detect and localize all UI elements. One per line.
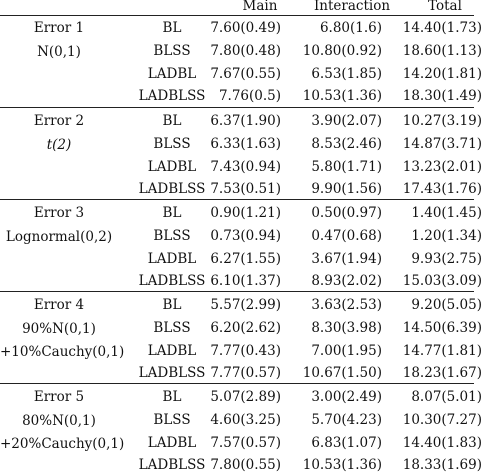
interaction-cell: 10.67(1.50): [302, 365, 382, 382]
total-cell: 14.87(3.71): [402, 135, 482, 152]
method-cell: BLSS: [153, 227, 191, 244]
header-rule: [0, 15, 474, 16]
main-cell: 6.20(2.62): [210, 319, 281, 336]
main-cell: 7.43(0.94): [210, 158, 281, 175]
interaction-cell: 5.70(4.23): [311, 411, 382, 428]
method-cell: LADBL: [147, 65, 197, 82]
interaction-cell: 8.30(3.98): [311, 319, 382, 336]
main-cell: 6.37(1.90): [210, 113, 281, 129]
method-cell: LADBL: [147, 342, 197, 359]
interaction-cell: 10.53(1.36): [302, 88, 382, 105]
method-cell: LADBL: [147, 158, 197, 175]
main-cell: 7.77(0.43): [210, 342, 281, 359]
main-cell: 0.90(1.21): [210, 205, 281, 221]
distribution-label: +10%Cauchy(0,1): [0, 344, 125, 360]
header-interaction: Interaction: [313, 0, 391, 14]
main-cell: 6.10(1.37): [210, 273, 281, 290]
distribution-label: +20%Cauchy(0,1): [0, 436, 125, 452]
total-cell: 10.27(3.19): [402, 113, 482, 129]
interaction-cell: 0.47(0.68): [311, 227, 382, 244]
total-cell: 14.50(6.39): [402, 319, 482, 336]
method-cell: BLSS: [153, 135, 191, 152]
total-cell: 17.43(1.76): [402, 181, 482, 198]
group-rule: [0, 107, 474, 108]
main-cell: 7.80(0.55): [210, 457, 281, 474]
method-cell: LADBLSS: [138, 457, 206, 474]
main-cell: 6.33(1.63): [210, 135, 281, 152]
main-cell: 6.27(1.55): [210, 250, 281, 267]
total-cell: 14.40(1.73): [402, 20, 482, 36]
interaction-cell: 9.90(1.56): [311, 181, 382, 198]
method-cell: LADBLSS: [138, 181, 206, 198]
main-cell: 7.67(0.55): [210, 65, 281, 82]
header-main: Main: [242, 0, 278, 14]
main-cell: 5.07(2.89): [210, 389, 281, 405]
main-cell: 7.60(0.49): [210, 20, 281, 36]
total-cell: 14.40(1.83): [402, 434, 482, 451]
total-cell: 9.93(2.75): [411, 250, 482, 267]
distribution-label: N(0,1): [37, 44, 81, 60]
total-cell: 10.30(7.27): [402, 411, 482, 428]
distribution-label: t(2): [46, 137, 72, 153]
total-cell: 15.03(3.09): [402, 273, 482, 290]
method-cell: BL: [162, 205, 182, 221]
interaction-cell: 7.00(1.95): [311, 342, 382, 359]
total-cell: 1.20(1.34): [411, 227, 482, 244]
total-cell: 13.23(2.01): [402, 158, 482, 175]
method-cell: BL: [162, 389, 182, 405]
error-label: Error 3: [33, 205, 85, 221]
error-label: Error 5: [33, 389, 85, 405]
method-cell: LADBLSS: [138, 88, 206, 105]
interaction-cell: 5.80(1.71): [311, 158, 382, 175]
total-cell: 14.77(1.81): [402, 342, 482, 359]
main-cell: 0.73(0.94): [210, 227, 281, 244]
method-cell: BL: [162, 297, 182, 313]
header-total: Total: [428, 0, 462, 14]
method-cell: BLSS: [153, 319, 191, 336]
main-cell: 7.53(0.51): [210, 181, 281, 198]
method-cell: BL: [162, 20, 182, 36]
method-cell: LADBL: [147, 250, 197, 267]
main-cell: 7.80(0.48): [210, 42, 281, 59]
total-cell: 8.07(5.01): [411, 389, 482, 405]
total-cell: 18.60(1.13): [402, 42, 482, 59]
total-cell: 9.20(5.05): [411, 297, 482, 313]
interaction-cell: 8.53(2.46): [311, 135, 382, 152]
interaction-cell: 6.83(1.07): [311, 434, 382, 451]
distribution-label: 80%N(0,1): [22, 413, 96, 429]
method-cell: BLSS: [153, 411, 191, 428]
total-cell: 18.33(1.69): [402, 457, 482, 474]
interaction-cell: 10.53(1.36): [302, 457, 382, 474]
distribution-label: 90%N(0,1): [22, 321, 96, 337]
interaction-cell: 8.93(2.02): [311, 273, 382, 290]
main-cell: 7.76(0.5): [218, 88, 281, 105]
interaction-cell: 0.50(0.97): [311, 205, 382, 221]
method-cell: LADBL: [147, 434, 197, 451]
total-cell: 18.30(1.49): [402, 88, 482, 105]
interaction-cell: 3.67(1.94): [311, 250, 382, 267]
interaction-cell: 10.80(0.92): [302, 42, 382, 59]
interaction-cell: 3.00(2.49): [311, 389, 382, 405]
total-cell: 18.23(1.67): [402, 365, 482, 382]
group-rule: [0, 383, 474, 384]
interaction-cell: 6.80(1.6): [319, 20, 382, 36]
method-cell: LADBLSS: [138, 365, 206, 382]
distribution-label: Lognormal(0,2): [5, 229, 113, 245]
group-rule: [0, 291, 474, 292]
error-label: Error 1: [33, 20, 85, 36]
error-label: Error 2: [33, 113, 85, 129]
total-cell: 1.40(1.45): [411, 205, 482, 221]
group-rule: [0, 199, 474, 200]
method-cell: BL: [162, 113, 182, 129]
error-label: Error 4: [33, 297, 85, 313]
total-cell: 14.20(1.81): [402, 65, 482, 82]
interaction-cell: 3.90(2.07): [311, 113, 382, 129]
main-cell: 7.57(0.57): [210, 434, 281, 451]
method-cell: BLSS: [153, 42, 191, 59]
main-cell: 4.60(3.25): [210, 411, 281, 428]
main-cell: 5.57(2.99): [210, 297, 281, 313]
main-cell: 7.77(0.57): [210, 365, 281, 382]
method-cell: LADBLSS: [138, 273, 206, 290]
interaction-cell: 6.53(1.85): [311, 65, 382, 82]
interaction-cell: 3.63(2.53): [311, 297, 382, 313]
